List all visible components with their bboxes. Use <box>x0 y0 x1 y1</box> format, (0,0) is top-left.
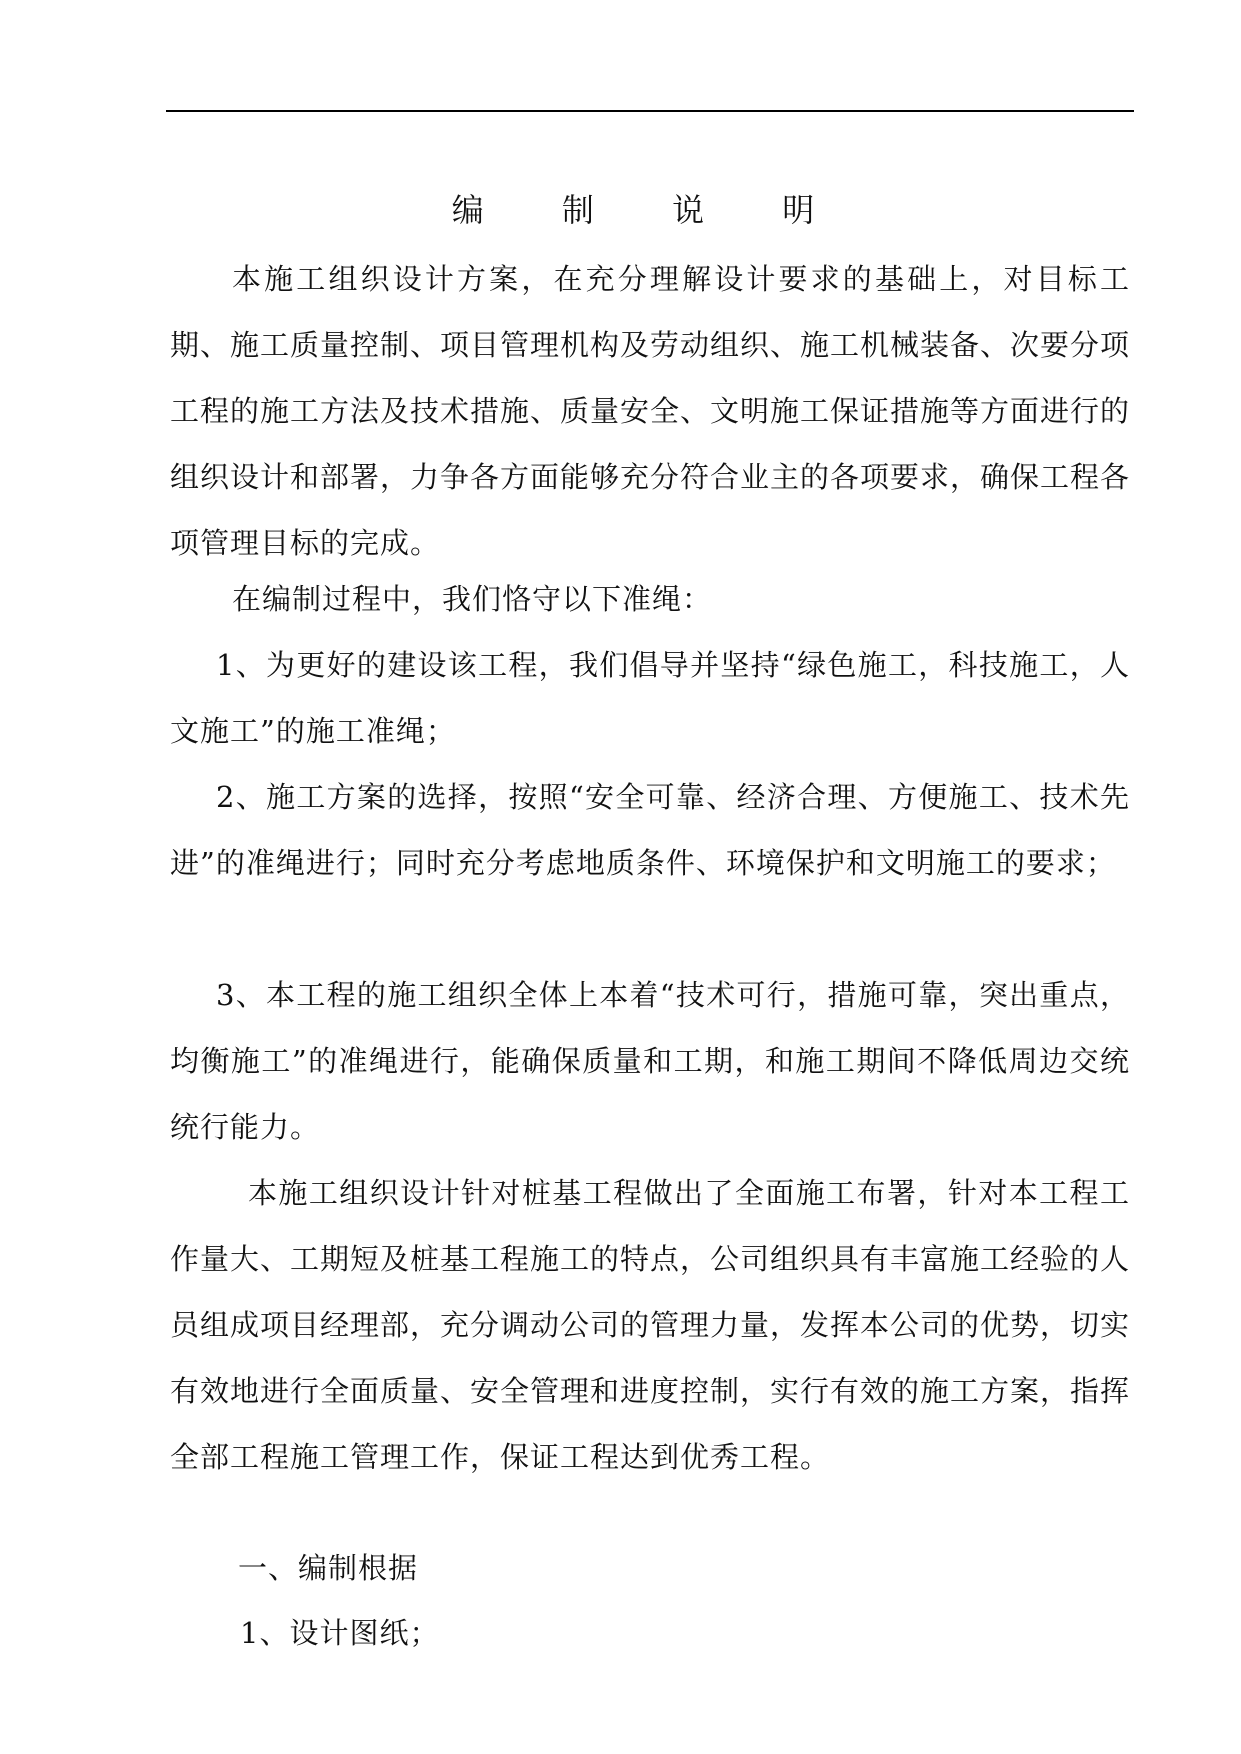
principle-item-2: 2、施工方案的选择，按照“安全可靠、经济合理、方便施工、技术先进”的准绳进行；同时充分考虑地质条件、环境保护和文明施工的要求； <box>170 780 1130 880</box>
section-heading: 一、编制根据 <box>238 1551 419 1585</box>
paragraph-principles-lead: 在编制过程中，我们恪守以下准绳： <box>232 582 713 616</box>
document-title: 编 制 说 明 <box>451 191 849 229</box>
header-rule <box>166 110 1134 112</box>
principle-item-3: 3、本工程的施工组织全体上本着“技术可行，措施可靠，突出重点，均衡施工”的准绳进行，能确保质量和工期，和施工期间不降低周边交统统行能力。 <box>170 978 1130 1144</box>
principle-item-1: 1、为更好的建设该工程，我们倡导并坚持“绿色施工，科技施工，人文施工”的施工准绳； <box>170 648 1130 748</box>
paragraph-deployment: 本施工组织设计针对桩基工程做出了全面施工布署，针对本工程工作量大、工期短及桩基工程施工的特点，公司组织具有丰富施工经验的人员组成项目经理部，充分调动公司的管理力量，发挥本公司的优势，切实有效地进行全面质量、安全管理和进度控制，实行有效的施工方案，指挥全部工程施工管理工作，保证工程达到优秀工程。 <box>170 1176 1131 1474</box>
paragraph-intro: 本施工组织设计方案，在充分理解设计要求的基础上，对目标工期、施工质量控制、项目管理机构及劳动组织、施工机械装备、次要分项工程的施工方法及技术措施、质量安全、文明施工保证措施等方面进行的组织设计和部署，力争各方面能够充分符合业主的各项要求，确保工程各项管理目标的完成。 <box>170 262 1131 560</box>
section-item: 1、设计图纸； <box>240 1616 440 1650</box>
